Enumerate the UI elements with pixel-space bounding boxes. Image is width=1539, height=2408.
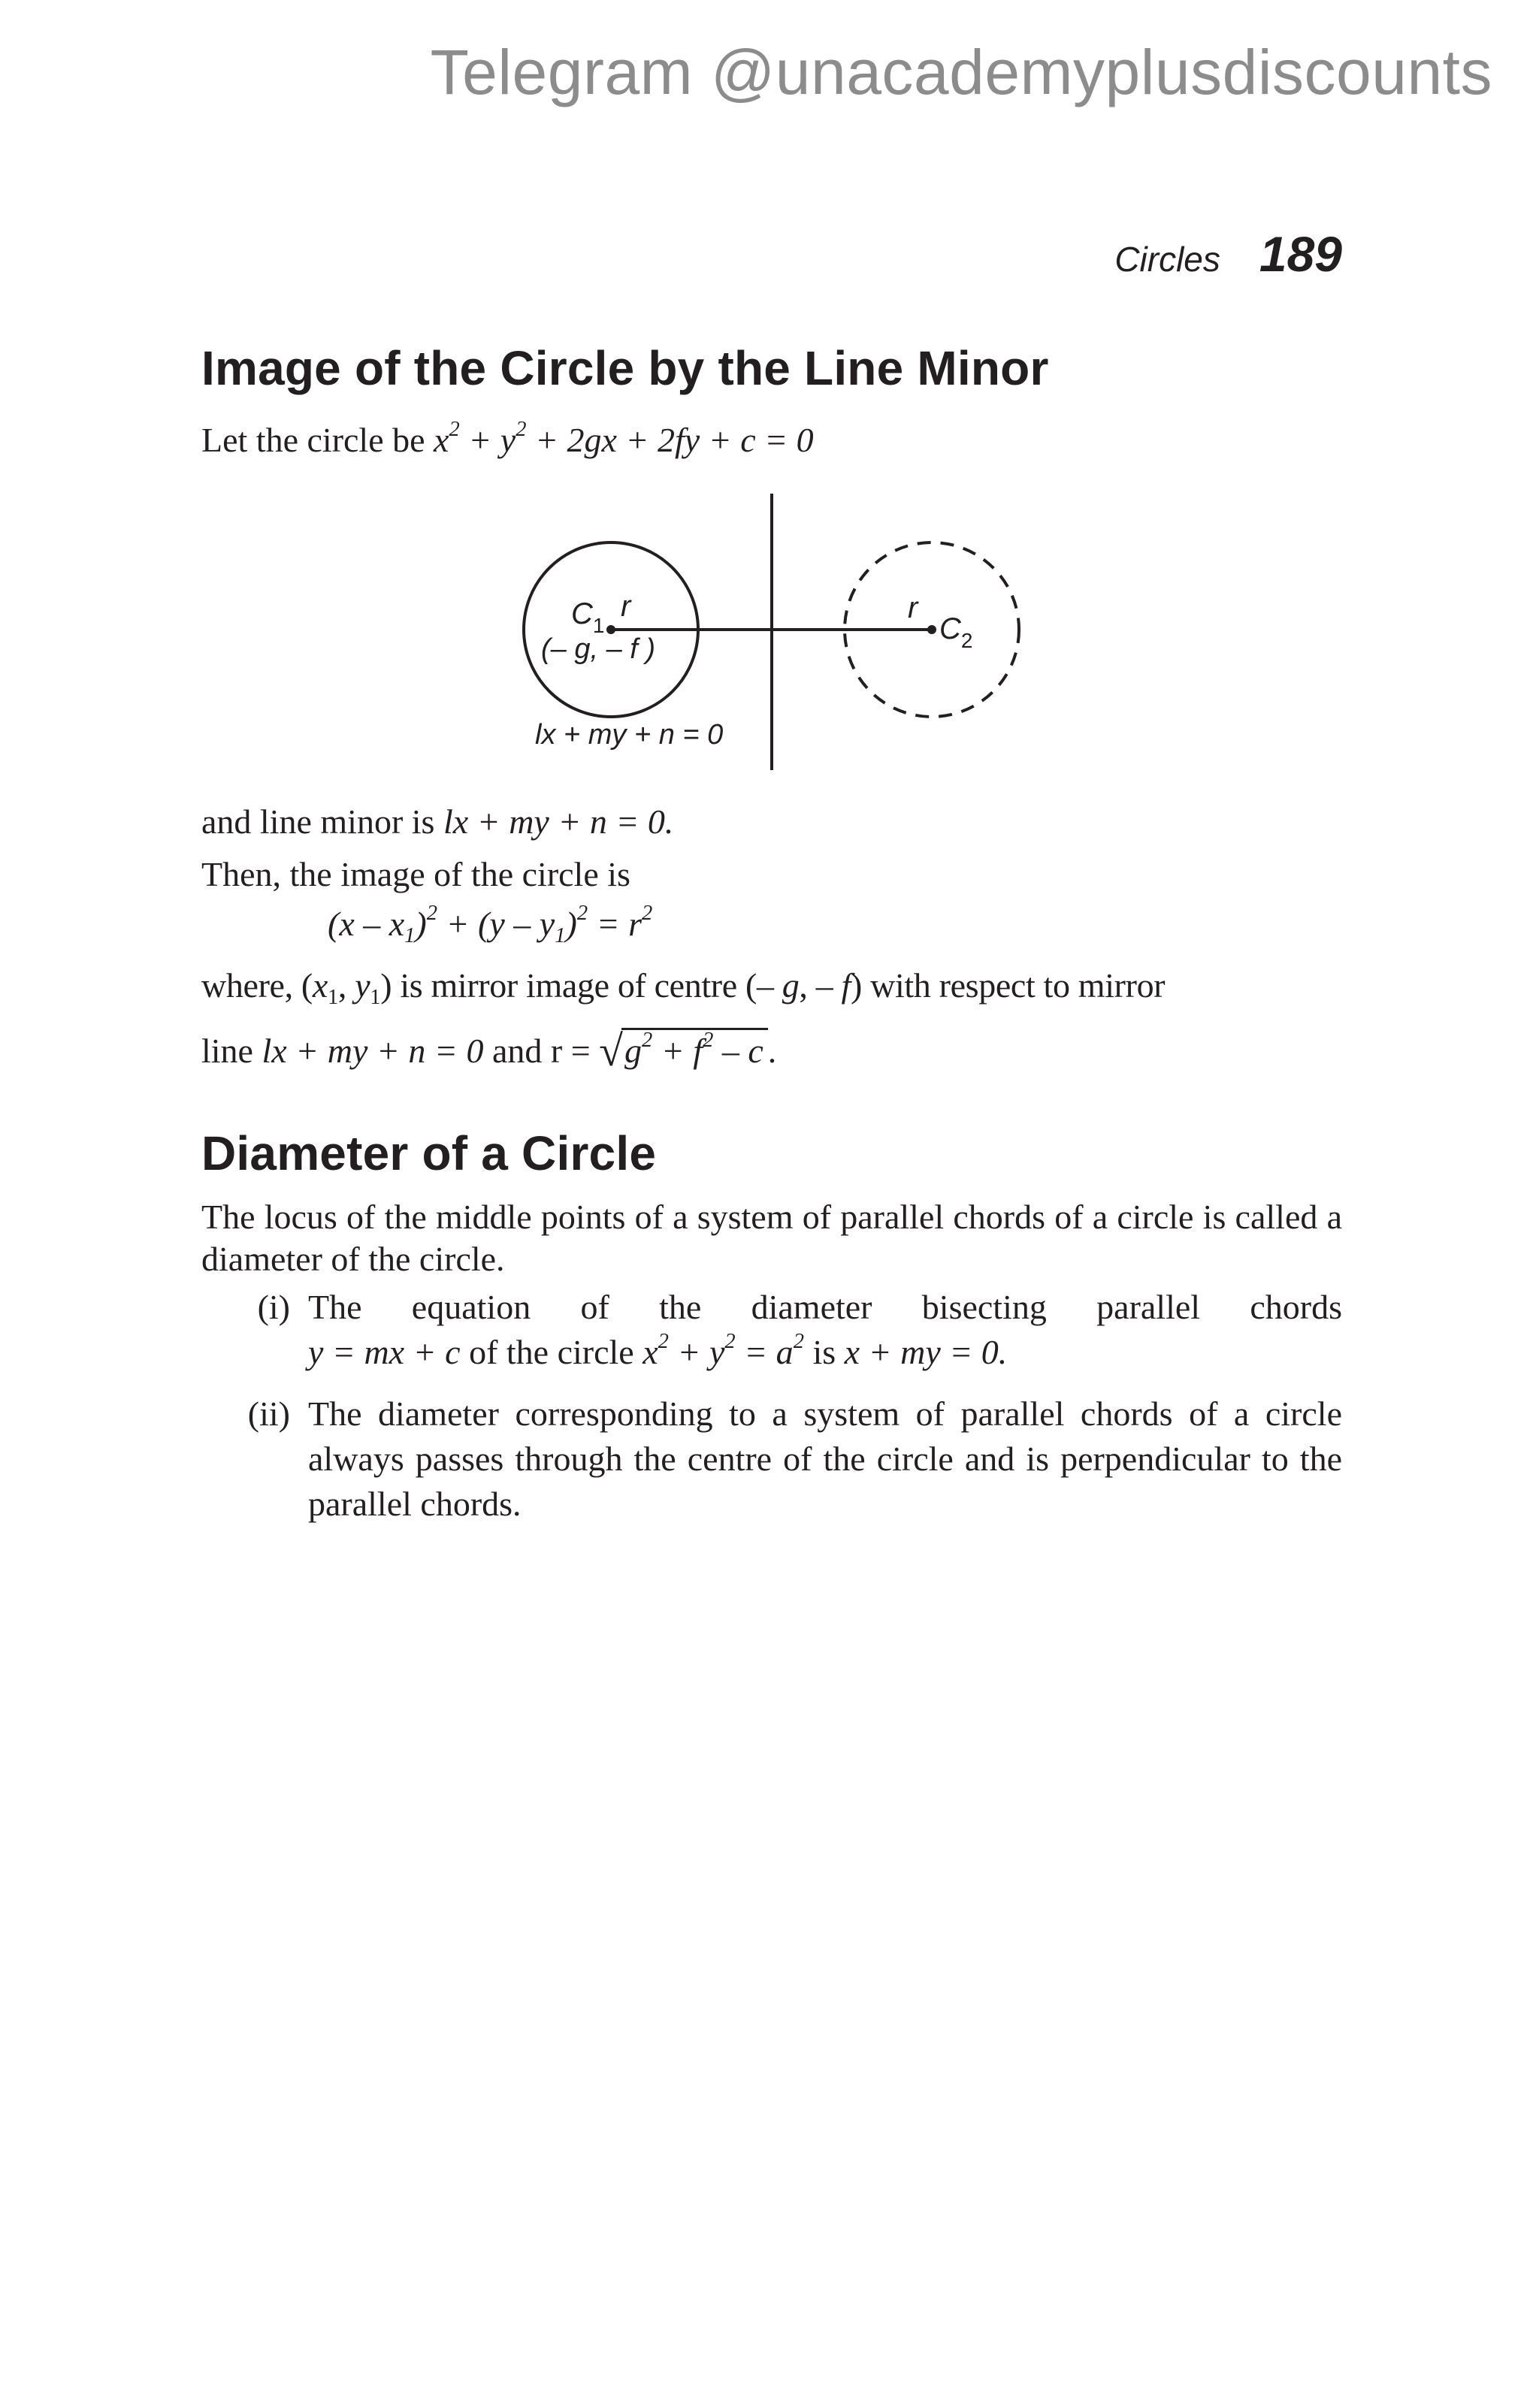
list-item-ii — [201, 1391, 1342, 1545]
centre1-label: $C_1$ — [571, 597, 605, 637]
line-equation: lx + my + n = 0. — [443, 802, 674, 841]
where-paragraph: where, ($x_1$, $y_1$) is mirror image of centre (– g, – f) with respect to mirror line lx + my + n = 0 and $r = √g^2 + f^2 - c$ . — [201, 966, 1166, 1075]
section-diameter — [201, 1127, 1342, 1180]
circle-equation: $x^2 + y^2 + 2gx + 2fy + c = 0$ — [434, 418, 814, 459]
line-text-pre: and line minor is — [201, 802, 435, 841]
image-equation: $(x - x_1)^2 + (y - y_1)^2 = r^2$ — [328, 902, 653, 947]
radius-label-1: r — [621, 590, 631, 623]
mirror-diagram — [0, 0, 1539, 796]
intro-text: Let the circle be — [201, 421, 425, 459]
line-label: lx + my + n = 0 — [535, 719, 724, 751]
centre1-coordinates: (– g, – f ) — [541, 633, 656, 665]
list-text: The equation of the diameter bisecting parallel chords — [308, 1288, 1342, 1326]
list-text: The diameter corresponding to a system of parallel chords of a circle always passes through the centre of the circle and is perpendicular to the parallel chords. — [308, 1394, 1342, 1523]
centre2-dot — [927, 625, 936, 634]
running-title: Circles — [1114, 240, 1220, 279]
list-marker: (ii) — [247, 1394, 290, 1433]
section-heading: Image of the Circle by the Line Minor — [201, 341, 1049, 395]
list-marker: (i) — [257, 1288, 290, 1326]
then-text: Then, the image of the circle is — [201, 855, 630, 893]
page-number: 189 — [1259, 226, 1342, 282]
centre2-label: $C_2$ — [939, 612, 973, 652]
line-minor-text — [201, 799, 1342, 844]
section-heading: Diameter of a Circle — [201, 1126, 657, 1180]
radius-label-2: r — [908, 591, 918, 624]
diameter-intro: The locus of the middle points of a system of parallel chords of a circle is called a diameter of the circle. — [201, 1198, 1342, 1278]
sqrt-expression: $√g^2 + f^2 - c$ — [599, 1032, 768, 1070]
list-item-i: (i) The equation of the diameter bisecting parallel chords y = mx + c of the circle $x^2 + y^2 = a^2$ is x + my = 0. — [201, 1285, 1342, 1398]
watermark: Telegram @unacademyplusdiscounts — [430, 37, 1492, 107]
